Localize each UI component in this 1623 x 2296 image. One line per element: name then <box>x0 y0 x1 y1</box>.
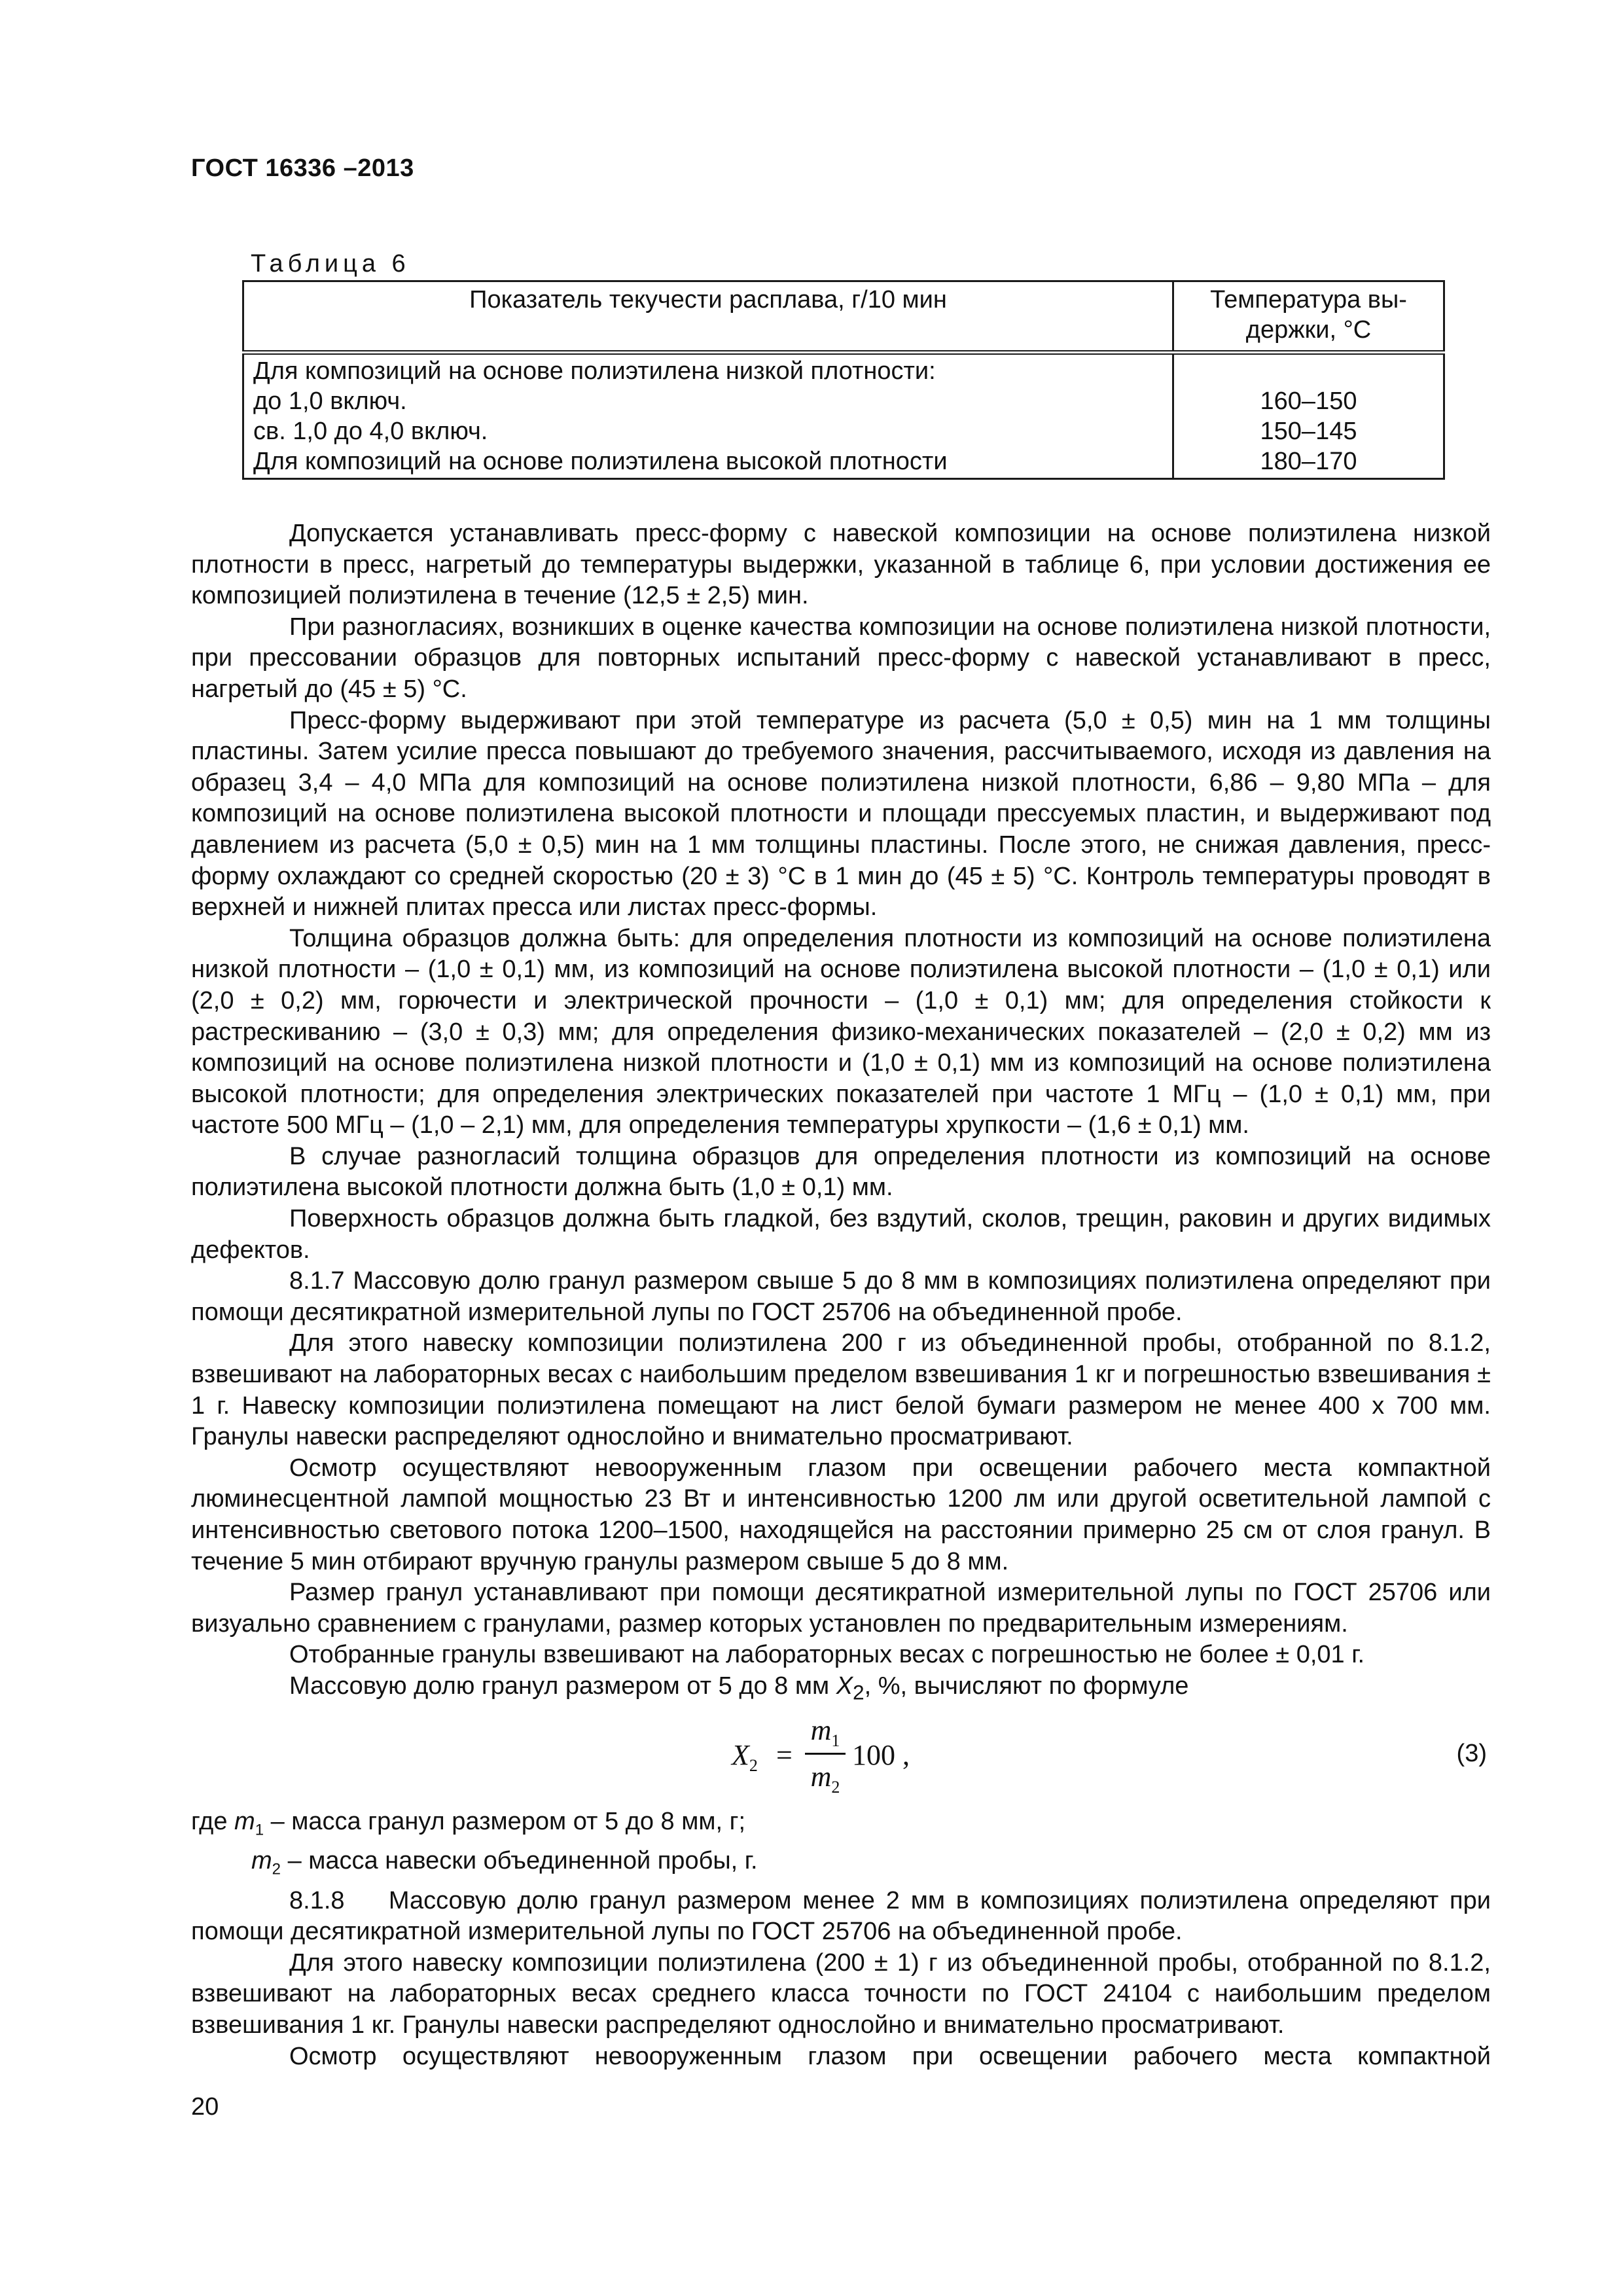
table-header-melt-flow: Показатель текучести расплава, г/10 мин <box>243 281 1173 353</box>
paragraph: В случае разногласий толщина образцов для определения плотности из композиций на основе полиэтилена высокой плотности должна быть (1,0 ± 0,1) мм. <box>191 1142 1491 1202</box>
table-header-temperature <box>1173 281 1444 353</box>
page-number: 20 <box>191 2093 219 2121</box>
table-caption: Таблица 6 <box>251 250 410 278</box>
where-line <box>191 1846 1491 1885</box>
table-cell-values <box>1173 353 1444 479</box>
paragraph: При разногласиях, возникших в оценке качества композиции на основе полиэтилена низкой плотности, при прессовании образцов для повторных испытаний пресс-форму с навеской устанавливают в пресс, нагретый до (45 ± 5) °С. <box>191 613 1491 703</box>
paragraph: Толщина образцов должна быть: для определения плотности из композиций на основе полиэтилена низкой плотности – (1,0 ± 0,1) мм, из композиций на основе полиэтилена высокой плотности – (1,0 ± 0,1) или (2,0 ± 0,2) мм, горючести и электрической прочности – (1,0 ± 0,1) мм; для определения стойкости к растрескиванию – (3,0 ± 0,3) мм; для определения физико-механических показателей – (2,0 ± 0,2) мм из композиций на основе полиэтилена низкой плотности и (1,0 ± 0,1) мм из композиций на основе полиэтилена высокой плотности; для определения электрических показателей при частоте 1 МГц – (1,0 ± 0,1) мм, при частоте 500 МГц – (1,0 – 2,1) мм, для определения температуры хрупкости – (1,6 ± 0,1) мм. <box>191 924 1491 1139</box>
formula-denominator <box>805 1755 846 1795</box>
section-8-1-8: 8.1.8 Массовую долю гранул размером менее 2 мм в композициях полиэтилена определяют при помощи десятикратной измерительной лупы по ГОСТ 25706 на объединенной пробе. <box>191 1886 1498 1946</box>
where-line <box>191 1806 1491 1846</box>
table-header-temperature-line1: Температура вы- <box>1210 286 1407 314</box>
formula-coefficient: 100 , <box>852 1739 910 1772</box>
formula-number: (3) <box>1456 1740 1487 1768</box>
formula-equals: = <box>776 1739 793 1772</box>
table-body-row <box>243 353 1444 479</box>
body-text <box>191 518 1498 2072</box>
where-text: – масса навески объединенной пробы, г. <box>281 1847 758 1875</box>
formula-intro-var: X <box>836 1672 853 1700</box>
paragraph: Для этого навеску композиции полиэтилена (200 ± 1) г из объединенной пробы, отобранной по 8.1.2, взвешивают на лабораторных весах среднего класса точности по ГОСТ 24104 с наибольшим пределом взвешивания 1 кг. Гранулы навески распределяют однослойно и внимательно просматривают. <box>191 1948 1491 2039</box>
formula-den-var: m <box>810 1761 832 1793</box>
formula-num-var: m <box>810 1714 832 1747</box>
paragraph: Размер гранул устанавливают при помощи десятикратной измерительной лупы по ГОСТ 25706 или визуально сравнением с гранулами, размер которых установлен по предварительным измерениям. <box>191 1579 1491 1638</box>
table-row-label: Для композиций на основе полиэтилена высокой плотности <box>253 448 948 475</box>
where-text: – масса гранул размером от 5 до 8 мм, г; <box>264 1808 746 1836</box>
paragraph: Для этого навеску композиции полиэтилена 200 г из объединенной пробы, отобранной по 8.1.2, взвешивают на лабораторных весах с наибольшим пределом взвешивания 1 кг и погрешностью взвешивания ± 1 г. Навеску композиции полиэтилена помещают на лист белой бумаги размером не менее 400 х 700 мм. Гранулы навески распределяют однослойно и внимательно просматривают. <box>191 1329 1491 1451</box>
table-cell-labels <box>243 353 1173 479</box>
section-8-1-7: 8.1.7 Массовую долю гранул размером свыше 5 до 8 мм в композициях полиэтилена определяют при помощи десятикратной измерительной лупы по ГОСТ 25706 на объединенной пробе. <box>191 1267 1491 1326</box>
document-header: ГОСТ 16336 –2013 <box>191 154 414 182</box>
paragraph: Отобранные гранулы взвешивают на лабораторных весах с погрешностью не более ± 0,01 г. <box>289 1641 1365 1669</box>
formula-row <box>191 1712 1491 1804</box>
where-sub: 1 <box>255 1821 264 1839</box>
where-var: m <box>234 1808 255 1836</box>
formula-den-sub: 2 <box>831 1777 840 1797</box>
melt-flow-table <box>242 280 1445 480</box>
table-row-value: 180–170 <box>1260 448 1357 475</box>
paragraph: Осмотр осуществляют невооруженным глазом при освещении рабочего места компактной люминесцентной лампой мощностью 23 Вт и интенсивностью 1200 лм или другой осветительной лампой с интенсивностью светового потока 1200–1500, находящейся на расстоянии примерно 25 см от слоя гранул. В течение 5 мин отбирают вручную гранулы размером свыше 5 до 8 мм. <box>191 1454 1491 1575</box>
table-header-temperature-line2: держки, °С <box>1245 316 1372 344</box>
table-row-value <box>1183 356 1434 386</box>
formula-intro-prefix: Массовую долю гранул размером от 5 до 8 мм <box>289 1672 836 1700</box>
formula-intro <box>191 1671 1491 1708</box>
table-row-label: до 1,0 включ. <box>253 387 407 415</box>
paragraph: Осмотр осуществляют невооруженным глазом при освещении рабочего места компактной <box>289 2042 1491 2070</box>
formula-numerator <box>805 1712 846 1753</box>
table-header-row <box>243 281 1444 353</box>
table-row-value: 150–145 <box>1260 418 1357 445</box>
where-var: m <box>251 1847 272 1875</box>
formula-lhs <box>732 1740 758 1781</box>
table-row-label: Для композиций на основе полиэтилена низкой плотности: <box>253 357 936 385</box>
formula-fraction <box>805 1712 846 1795</box>
formula-num-sub: 1 <box>831 1731 840 1750</box>
formula-lhs-sub: 2 <box>749 1755 758 1775</box>
where-prefix: где <box>191 1808 235 1836</box>
table-row-label: св. 1,0 до 4,0 включ. <box>253 418 488 445</box>
paragraph: Пресс-форму выдерживают при этой температуре из расчета (5,0 ± 0,5) мин на 1 мм толщины пластины. Затем усилие пресса повышают до требуемого значения, рассчитываемого, исходя из давления на образец 3,4 – 4,0 МПа для композиций на основе полиэтилена низкой плотности, 6,86 – 9,80 МПа – для композиций на основе полиэтилена высокой плотности и площади прессуемых пластин, и выдерживают под давлением из расчета (5,0 ± 0,5) мин на 1 мм толщины пластины. После этого, не снижая давления, пресс-форму охлаждают со средней скоростью (20 ± 3) °С в 1 мин до (45 ± 5) °С. Контроль температуры проводят в верхней и нижней плитах пресса или листах пресс-формы. <box>191 706 1491 922</box>
formula-intro-sub: 2 <box>853 1680 865 1704</box>
paragraph: Поверхность образцов должна быть гладкой, без вздутий, сколов, трещин, раковин и других видимых дефектов. <box>191 1205 1491 1264</box>
formula-intro-suffix: , %, вычисляют по формуле <box>864 1672 1189 1700</box>
paragraph: Допускается устанавливать пресс-форму с навеской композиции на основе полиэтилена низкой плотности в пресс, нагретый до температуры выдержки, указанной в таблице 6, при условии достижения ее композицией полиэтилена в течение (12,5 ± 2,5) мин. <box>191 520 1491 610</box>
formula-lhs-var: X <box>732 1739 749 1772</box>
table-row-value: 160–150 <box>1260 387 1357 415</box>
where-sub: 2 <box>272 1860 281 1878</box>
